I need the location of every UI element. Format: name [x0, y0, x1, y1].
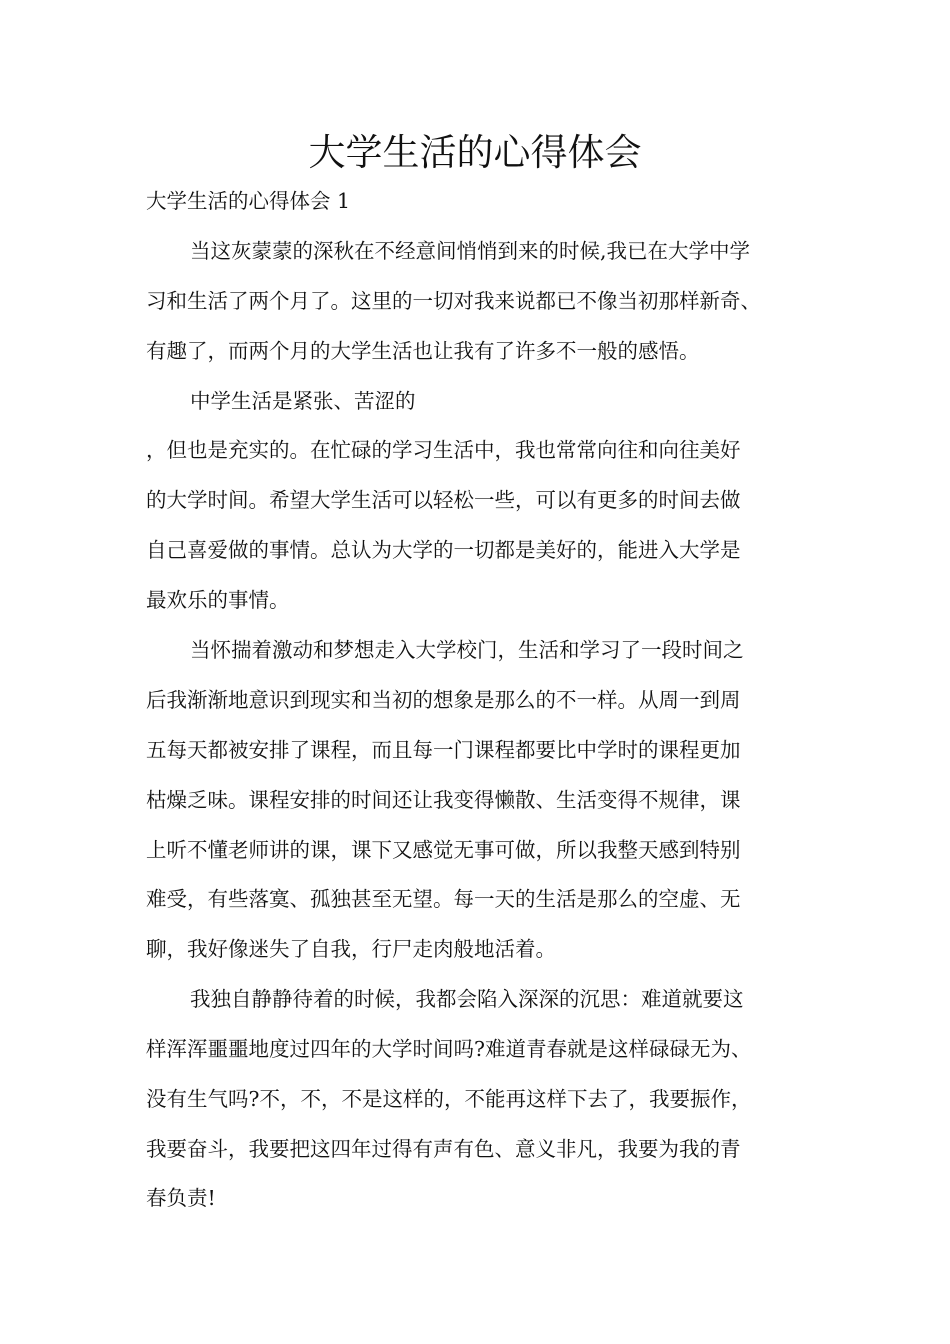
- paragraph-line: 枯燥乏味。课程安排的时间还让我变得懒散、生活变得不规律，课: [146, 788, 741, 812]
- paragraph-line: 有趣了，而两个月的大学生活也让我有了许多不一般的感悟。: [146, 339, 700, 363]
- paragraph-line: 上听不懂老师讲的课，课下又感觉无事可做，所以我整天感到特别: [146, 838, 741, 862]
- paragraph-line: 没有生气吗?不，不，不是这样的，不能再这样下去了，我要振作，: [146, 1087, 752, 1111]
- paragraph-line: 春负责!: [146, 1186, 216, 1210]
- paragraph-line: 我要奋斗，我要把这四年过得有声有色、意义非凡，我要为我的青: [146, 1137, 741, 1161]
- paragraph-line: 聊，我好像迷失了自我，行尸走肉般地活着。: [146, 937, 556, 961]
- paragraph-line: 五每天都被安排了课程，而且每一门课程都要比中学时的课程更加: [146, 738, 741, 762]
- paragraph-line: 中学生活是紧张、苦涩的: [190, 389, 416, 413]
- document-title: 大学生活的心得体会: [308, 131, 642, 174]
- paragraph-line: 后我渐渐地意识到现实和当初的想象是那么的不一样。从周一到周: [146, 688, 741, 712]
- paragraph-line: 我独自静静待着的时候，我都会陷入深深的沉思：难道就要这: [190, 987, 744, 1011]
- paragraph-line: 最欢乐的事情。: [146, 588, 290, 612]
- section-heading: 大学生活的心得体会 1: [146, 189, 351, 213]
- paragraph-line: 习和生活了两个月了。这里的一切对我来说都已不像当初那样新奇、: [146, 289, 761, 313]
- paragraph-line: 样浑浑噩噩地度过四年的大学时间吗?难道青春就是这样碌碌无为、: [146, 1037, 752, 1061]
- paragraph-line: ，但也是充实的。在忙碌的学习生活中，我也常常向往和向往美好: [146, 438, 741, 462]
- paragraph-line: 难受，有些落寞、孤独甚至无望。每一天的生活是那么的空虚、无: [146, 887, 741, 911]
- paragraph-line: 当怀揣着激动和梦想走入大学校门，生活和学习了一段时间之: [190, 638, 744, 662]
- paragraph-line: 当这灰蒙蒙的深秋在不经意间悄悄到来的时候,我已在大学中学: [190, 239, 751, 263]
- paragraph-line: 自己喜爱做的事情。总认为大学的一切都是美好的，能进入大学是: [146, 538, 741, 562]
- paragraph-line: 的大学时间。希望大学生活可以轻松一些，可以有更多的时间去做: [146, 488, 741, 512]
